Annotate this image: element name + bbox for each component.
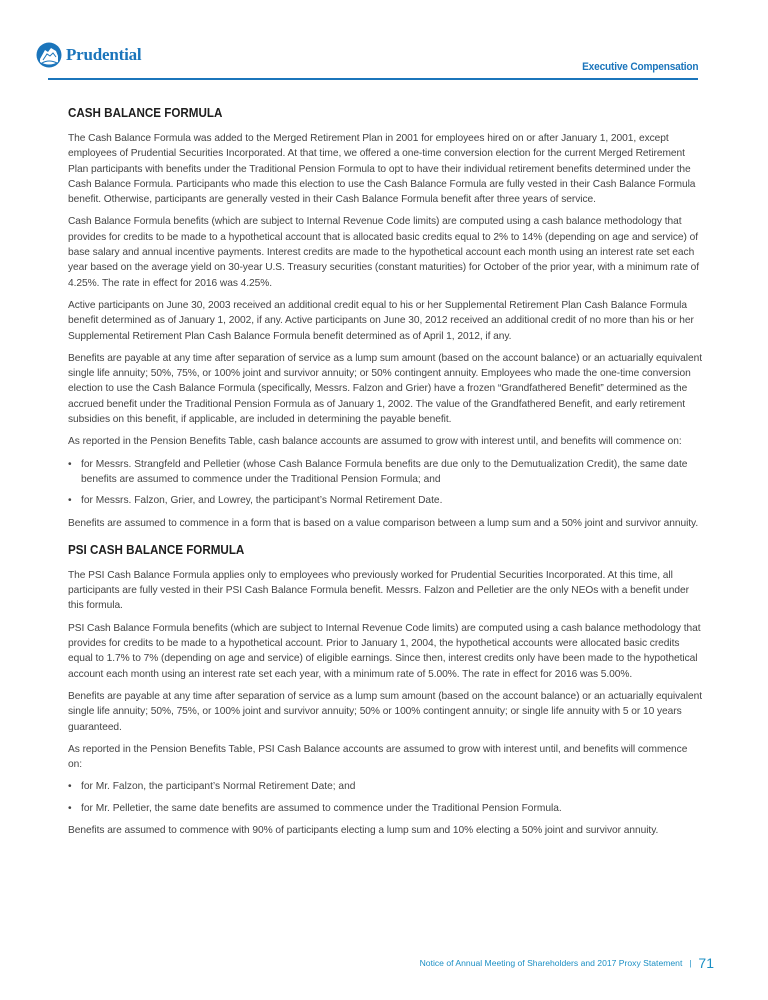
section-heading-psi-cash-balance: PSI CASH BALANCE FORMULA xyxy=(68,542,245,557)
paragraph: The PSI Cash Balance Formula applies only to employees who previously worked for Prudential Securities Incorporated. At this time, all participants are fully vested in their PSI Cash Balance Formula benefit. Messrs. Falzon and Pelletier are the only NEOs with a benefit under this formula. xyxy=(68,569,689,612)
list-item: • for Mr. Pelletier, the same date benefits are assumed to commence under the Traditional Pension Formula. xyxy=(68,801,702,816)
paragraph: PSI Cash Balance Formula benefits (which are subject to Internal Revenue Code limits) are computed using a cash balance methodology that provides for credits to be made to a hypothetical account. Prior to January 1, 2004, the hypothetical accounts were allocated basic credits equal to 1.7% to 7% (depending on age and service) of eligible earnings. Since then, interest credits only have been made to the hypothetical account each month using an interest rate set each year, with a minimum rate of 5.00%. The rate in effect for 2016 was 5.00%. xyxy=(68,622,701,680)
paragraph: Benefits are payable at any time after separation of service as a lump sum amount (based on the account balance) or an actuarially equivalent single life annuity; 50%, 75%, or 100% joint and survivor annuity; or 50% contingent annuity. Employees who made the one-time conversion election to use the Cash Balance Formula (specifically, Messrs. Falzon and Grier) have a frozen “Grandfathered Benefit” determined as the accrued benefit under the Traditional Pension Formula as of January 1, 2002. The value of the Grandfathered Benefit, and early retirement subsidies on this benefit, if applicable, are included in determining the payable benefit. xyxy=(68,352,702,426)
document-body xyxy=(68,106,702,845)
rock-of-gibraltar-icon xyxy=(36,42,62,68)
paragraph: Benefits are assumed to commence with 90% of participants electing a lump sum and 10% electing a 50% joint and survivor annuity. xyxy=(68,824,659,836)
paragraph: Cash Balance Formula benefits (which are subject to Internal Revenue Code limits) are computed using a cash balance methodology that provides for credits to be made to a hypothetical account that is allocated basic credits equal to 2% to 14% (depending on age and service) of base salary and annual incentive payments. Interest credits are made to the hypothetical account each month using an interest rate set each year based on the average yield on 30-year U.S. Treasury securities (constant maturities) for October of the prior year, with a minimum rate of 4.25%. The rate in effect for 2016 was 4.25%. xyxy=(68,216,699,289)
footer-title: Notice of Annual Meeting of Shareholders and 2017 Proxy Statement xyxy=(419,958,683,968)
paragraph: Benefits are payable at any time after separation of service as a lump sum amount (based on the account balance) or an actuarially equivalent single life annuity; 50%, 75%, or 100% joint and survivor annuity; 50% or 100% contingent annuity; or single life annuity with 5 or 10 years guaranteed. xyxy=(68,690,702,733)
paragraph: Active participants on June 30, 2003 received an additional credit equal to his or her Supplemental Retirement Plan Cash Balance Formula benefit determined as of January 1, 2002, if any. Active participants on June 30, 2012 received an additional credit of no more than his or her Supplemental Retirement Plan Cash Balance Formula benefit determined as of April 1, 2012, if any. xyxy=(68,299,694,342)
list-item: • for Messrs. Strangfeld and Pelletier (whose Cash Balance Formula benefits are due only to the Demutualization Credit), the same date benefits are assumed to commence under the Traditional Pension Formula; and xyxy=(68,457,702,488)
list-item: • for Messrs. Falzon, Grier, and Lowrey, the participant’s Normal Retirement Date. xyxy=(68,493,702,508)
paragraph: As reported in the Pension Benefits Table, PSI Cash Balance accounts are assumed to grow with interest until, and benefits will commence on: xyxy=(68,743,688,771)
logo-text: Prudential xyxy=(66,45,142,64)
section-heading-cash-balance: CASH BALANCE FORMULA xyxy=(68,106,223,120)
page-footer xyxy=(420,955,714,971)
paragraph: The Cash Balance Formula was added to the Merged Retirement Plan in 2001 for employees hired on or after January 1, 2001, except employees of Prudential Securities Incorporated. At that time, we offered a one-time conversion election for the current Merged Retirement Plan participants with benefits under the Traditional Pension Formula to opt to have their individual retirement benefits determined under the Cash Balance Formula. Participants who made this election to use the Cash Balance Formula are fully vested in their Cash Balance Formula benefit. Otherwise, participants are generally vested in their Cash Balance Formula benefit after three years of service. xyxy=(68,133,696,206)
section-label: Executive Compensation xyxy=(581,61,698,73)
page-number: 71 xyxy=(698,955,714,971)
list-item: • for Mr. Falzon, the participant’s Normal Retirement Date; and xyxy=(68,779,702,794)
bullet-list xyxy=(68,779,702,816)
header-divider xyxy=(48,78,698,80)
footer-separator: | xyxy=(689,958,692,968)
paragraph: Benefits are assumed to commence in a form that is based on a value comparison between a lump sum and a 50% joint and survivor annuity. xyxy=(68,517,699,529)
bullet-list xyxy=(68,457,702,509)
prudential-logo xyxy=(36,42,141,68)
paragraph: As reported in the Pension Benefits Table, cash balance accounts are assumed to grow with interest until, and benefits will commence on: xyxy=(68,436,682,448)
